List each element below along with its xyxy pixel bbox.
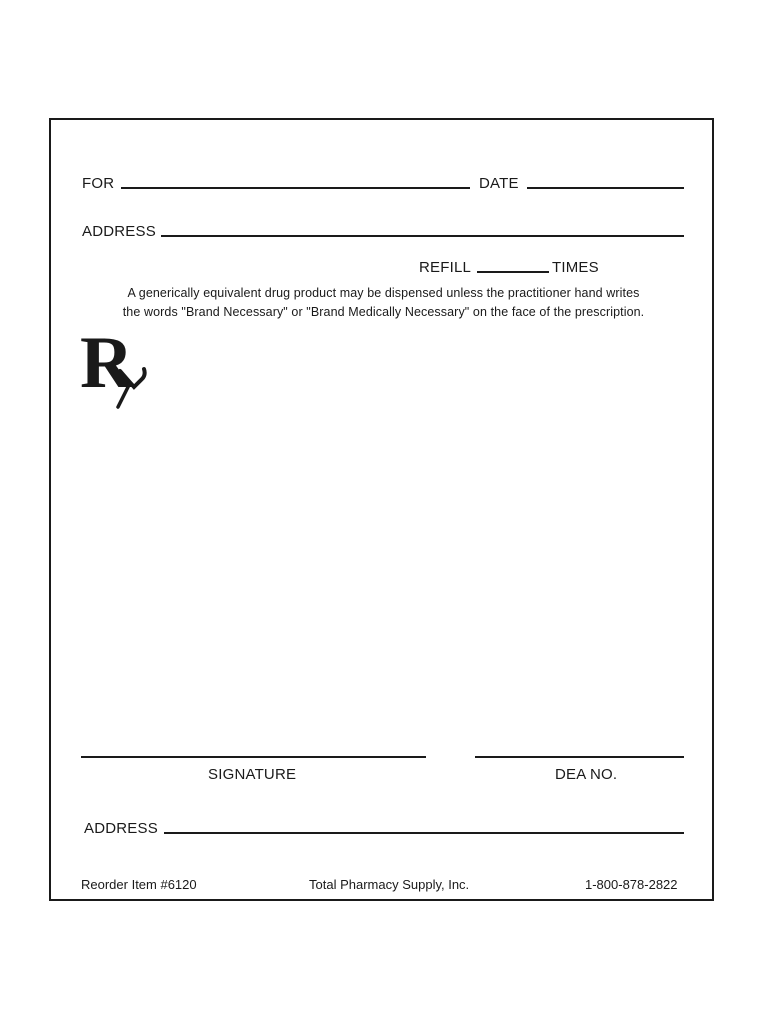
dea-label: DEA NO.: [555, 766, 618, 783]
refill-field-line[interactable]: [477, 271, 549, 273]
prescription-form: [49, 118, 714, 901]
signature-label: SIGNATURE: [208, 766, 297, 783]
patient-address-field-line[interactable]: [161, 235, 684, 237]
date-field-line[interactable]: [527, 187, 684, 189]
generic-substitution-notice-line-2: the words "Brand Necessary" or "Brand Medically Necessary" on the face of the prescription.: [122, 305, 645, 319]
for-label: FOR: [82, 175, 115, 192]
rx-icon: [80, 325, 160, 415]
company-phone: 1-800-878-2822: [585, 877, 678, 892]
prescriber-address-field-line[interactable]: [164, 832, 684, 834]
times-label: TIMES: [552, 259, 599, 276]
patient-address-label: ADDRESS: [82, 223, 156, 240]
rx-letter: R: [80, 325, 134, 404]
generic-substitution-notice-line-1: A generically equivalent drug product may be dispensed unless the practitioner hand writes: [127, 286, 640, 300]
for-field-line[interactable]: [121, 187, 470, 189]
reorder-item: Reorder Item #6120: [81, 877, 197, 892]
dea-field-line[interactable]: [475, 756, 684, 758]
prescriber-address-label: ADDRESS: [84, 820, 158, 837]
signature-field-line[interactable]: [81, 756, 426, 758]
company-name: Total Pharmacy Supply, Inc.: [309, 877, 470, 892]
refill-label: REFILL: [419, 259, 472, 276]
date-label: DATE: [479, 175, 519, 192]
